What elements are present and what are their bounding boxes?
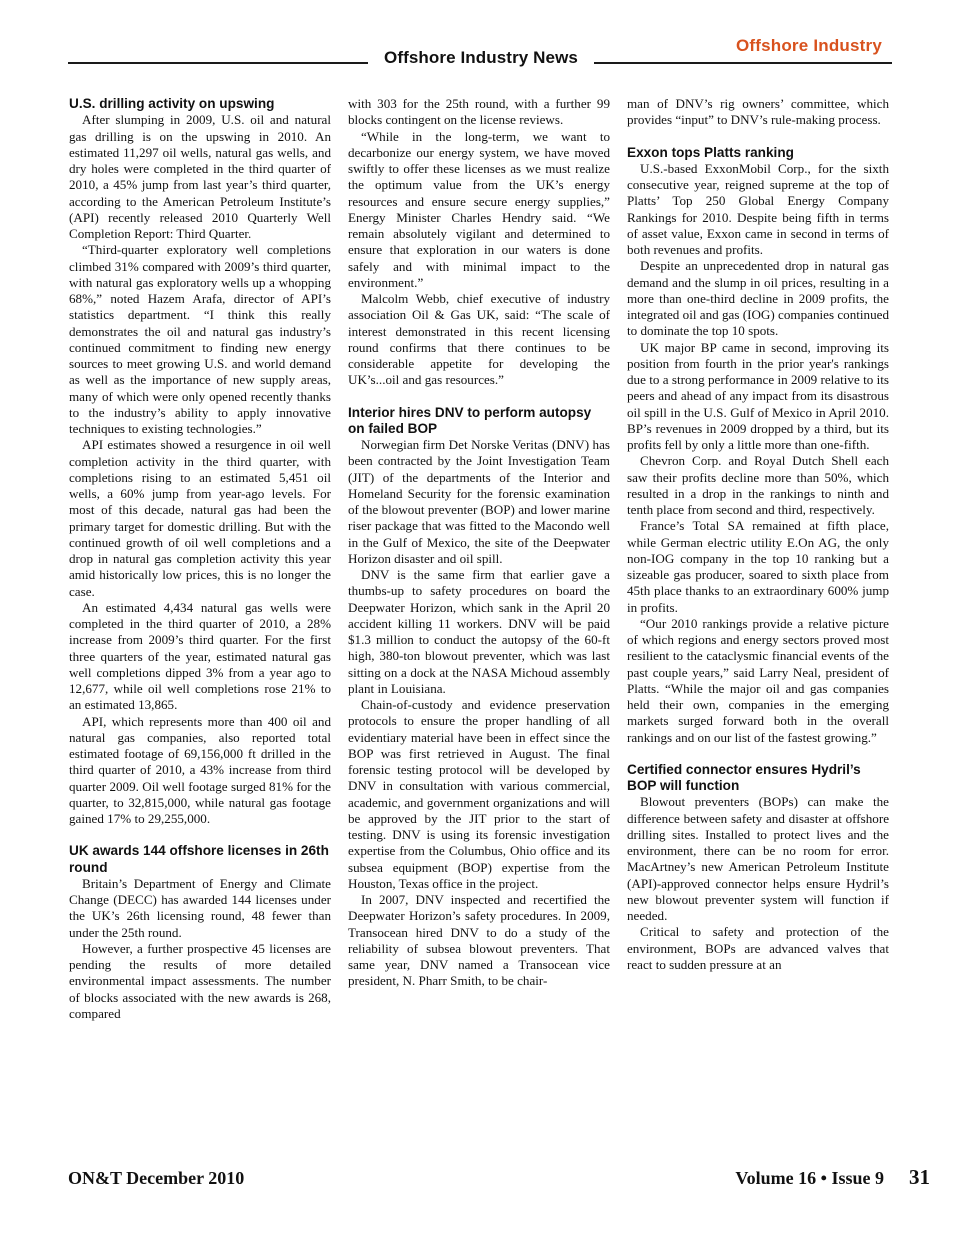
article-paragraph: Chevron Corp. and Royal Dutch Shell each saw their profits decline more than 50%, which resulted in a drop in the rankings to ninth and tenth place from second and third, respectively. — [627, 453, 889, 517]
article-paragraph: Critical to safety and protection of the environment, BOPs are advanced valves that react to sudden pressure at an — [627, 924, 889, 972]
article-paragraph: After slumping in 2009, U.S. oil and natural gas drilling is on the upswing in 2010. An estimated 11,297 oil wells, natural gas wells, and dry holes were completed in the third quarter of 2010, a 45% jump from last year’s third quarter, according to the American Petroleum Institute’s (API) recently released 2010 Quarterly Well Completion Report: Third Quarter. — [69, 112, 331, 241]
article-title-uk-licenses: UK awards 144 offshore licenses in 26th round — [69, 843, 329, 875]
article-paragraph: “While in the long-term, we want to decarbonize our energy system, we have moved swiftly to offer these licenses as we must realize the optimum value from the UK’s energy resources and ensure secure energy supplies,” Energy Minister Charles Hendry said. “We remain absolutely vigilant and determined to ensure that exploration in our waters is done safely and with minimal impact to the environment.” — [348, 128, 610, 290]
volume-issue: Volume 16 • Issue 9 — [735, 1168, 884, 1188]
article-paragraph: DNV is the same firm that earlier gave a thumbs-up to safety procedures on board the Deepwater Horizon, which sank in the April 20 accident killing 11 workers. DNV will be paid $1.3 million to conduct the autopsy of the 60-ft high, 380-ton blowout preventer, which was last sitting on a dock at the NASA Michoud assembly plant in Louisiana. — [348, 567, 610, 696]
article-title-exxon: Exxon tops Platts ranking — [627, 144, 794, 160]
article-paragraph: France’s Total SA remained at fifth place, while German electric utility E.On AG, the only non-IOG company in the top 10 ranking but a sizeable gas producer, soared to sixth place from 45th place thanks to an extraordinary 600% jump in profits. — [627, 518, 889, 615]
article-paragraph: UK major BP came in second, improving its position from fourth in the prior year's rankings due to a strong performance in 2009 relative to its peers and ahead of any impact from its disastrous oil spill in the U.S. Gulf of Mexico in April 2010. BP’s revenues in 2009 dropped by a third, but its profits fell by only a little more than one-fifth. — [627, 339, 889, 452]
article-paragraph: Britain’s Department of Energy and Climate Change (DECC) has awarded 144 licenses under the UK’s 26th licensing round, 48 fewer than under the 25th round. — [69, 875, 331, 940]
header-rule-left — [68, 62, 368, 64]
article-paragraph: In 2007, DNV inspected and recertified the Deepwater Horizon’s safety procedures. In 2009, Transocean hired DNV to do a study of the reliability of subsea blowout preventers. That same year, DNV named a Transocean vice president, N. Pharr Smith, to be chair- — [348, 892, 610, 989]
article-paragraph: An estimated 4,434 natural gas wells were completed in the third quarter of 2010, a 28% increase from 2009’s third quarter. For the first three quarters of the year, estimated natural gas well completions dipped 3% from a year ago to 12,677, while oil well completions rose 21% to an estimated 13,865. — [69, 599, 331, 713]
article-paragraph: Blowout preventers (BOPs) can make the difference between safety and disaster at offshore drilling sites. Installed to protect lives and the environment, there can be no room for error. MacArtney’s new American Petroleum Institute (API)-approved connector helps ensure Hydril’s new blowout preventer system will function if needed. — [627, 794, 889, 923]
article-paragraph-continued: man of DNV’s rig owners’ committee, which provides “input” to DNV’s rule-making process. — [627, 96, 889, 128]
article-paragraph: Chain-of-custody and evidence preservation protocols to ensure the proper handling of all evidentiary material have been in effect since the BOP was first retrieved in August. The final forensic testing protocol will be developed by DNV in consultation with various commercial, academic, and government organizations and will be approved by the JIT prior to the start of testing. DNV is using its forensic investigation expertise from the Columbus, Ohio office and its subsea equipment (BOP) expertise from the Houston, Texas office in the project. — [348, 697, 610, 891]
page-number: 31 — [909, 1165, 930, 1189]
article-paragraph: U.S.-based ExxonMobil Corp., for the sixth consecutive year, reigned supreme at the top of Platts’ Top 250 Global Energy Company Rankings for 2010. Despite being fifth in terms of asset value, Exxon came in second in terms of both revenues and profits. — [627, 160, 889, 257]
column-1 — [69, 96, 331, 1158]
article-paragraph: API, which represents more than 400 oil and natural gas companies, also reported total estimated footage of 69,156,000 ft drilled in the third quarter of 2010, a 43% increase from third quarter 2009. Oil well footage surged 81% for the quarter, to 32,815,000, while natural gas footage gained 17% to 29,255,000. — [69, 713, 331, 826]
article-paragraph: API estimates showed a resurgence in oil well completion activity in the third quarter, with completions rising to an estimated 5,451 oil wells, a 60% jump from year-ago levels. For most of this decade, natural gas had been the primary target for domestic drilling. But with the continued growth of oil well completions and a drop in natural gas completion activity this year amid historically low prices, this is no longer the case. — [69, 437, 331, 599]
article-title-drilling: U.S. drilling activity on upswing — [69, 96, 275, 111]
section-title: Offshore Industry News — [384, 48, 578, 67]
article-paragraph: Malcolm Webb, chief executive of industry association Oil & Gas UK, said: “The scale of interest demonstrated in this recent licensing round confirms that there continues to be considerable appetite for developing the UK’s...oil and gas resources.” — [348, 291, 610, 388]
article-paragraph: Despite an unprecedented drop in natural gas demand and the slump in oil prices, resulting in a more than one-third decline in 2009 profits, the integrated oil and gas (IOG) companies continued to dominate the top 10 spots. — [627, 258, 889, 339]
article-title-hydril: Certified connector ensures Hydril’s BOP will function — [627, 761, 861, 793]
article-paragraph: Norwegian firm Det Norske Veritas (DNV) has been contracted by the Joint Investigation Team (JIT) of the departments of the Interior and Homeland Security for the forensic examination of the blowout preventer (BOP) and lower marine riser package that was fitted to the Macondo well in the Gulf of Mexico, the site of the Deepwater Horizon disaster and oil spill. — [348, 437, 610, 566]
header-rule-right — [594, 62, 892, 64]
section-header — [68, 48, 892, 74]
article-paragraph-continued: with 303 for the 25th round, with a further 99 blocks contingent on the license reviews. — [348, 96, 610, 128]
publication-date: ON&T December 2010 — [68, 1168, 245, 1188]
article-paragraph: “Third-quarter exploratory well completions climbed 31% compared with 2009’s third quarter, with natural gas exploratory wells up a whopping 68%,” noted Hazem Arafa, director of API’s statistics department. “I think this really demonstrates the oil and natural gas industry’s continued commitment to finding new energy sources to meet growing U.S. and world demand as well as the importance of new supply areas, many of which were only opened recently thanks to the industry’s ability to apply innovative techniques to existing technologies.” — [69, 242, 331, 436]
article-title-dnv: Interior hires DNV to perform autopsy on failed BOP — [348, 404, 592, 436]
corner-section-label: Offshore Industry — [735, 36, 882, 55]
page-footer — [68, 1164, 930, 1192]
article-paragraph: However, a further prospective 45 licenses are pending the results of more detailed environmental impact assessments. The number of blocks associated with the new awards is 268, compared — [69, 940, 331, 1021]
article-paragraph: “Our 2010 rankings provide a relative picture of which regions and energy sectors proved most resilient to the cataclysmic financial events of the past couple years,” said Larry Neal, president of Platts. “While the major oil and gas companies held their own, companies in the emerging markets surged forward both in the overall rankings and on our list of the fastest growing.” — [627, 615, 889, 745]
column-2 — [348, 96, 610, 1158]
column-3 — [627, 96, 889, 1158]
